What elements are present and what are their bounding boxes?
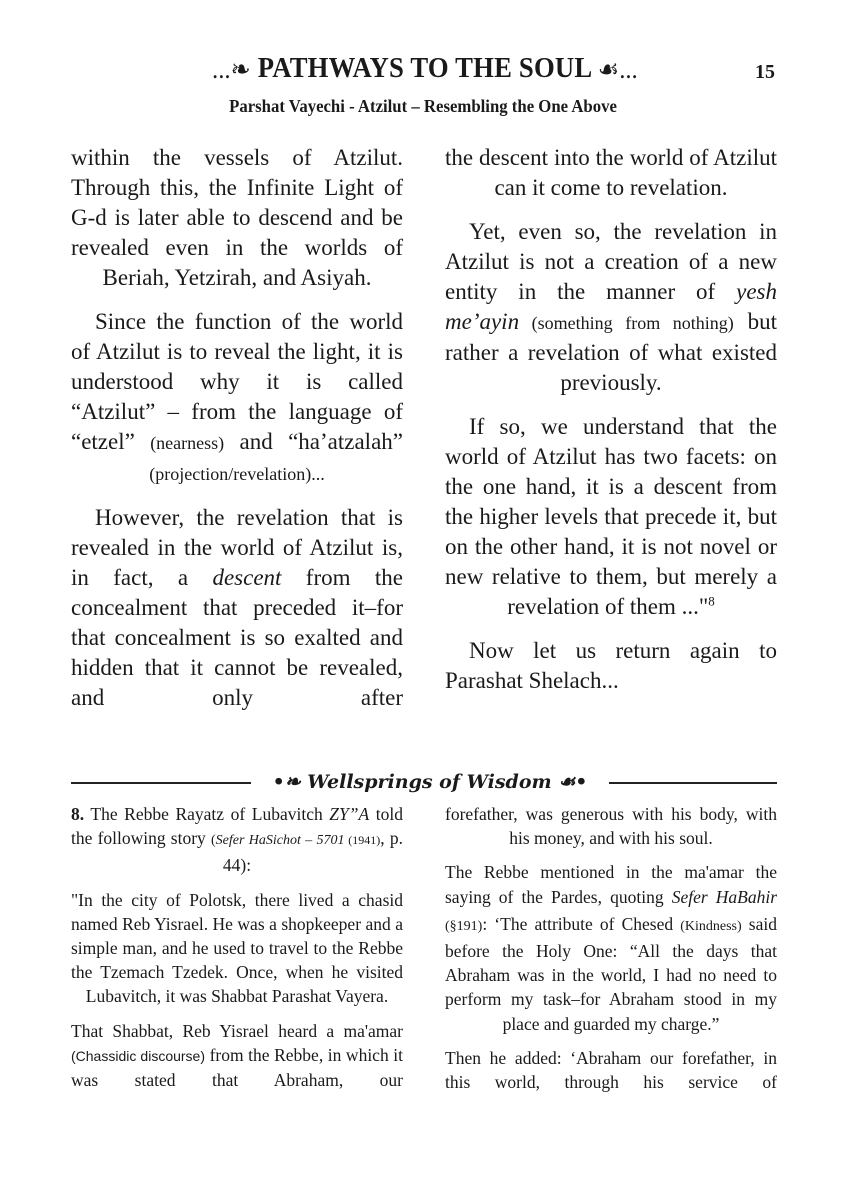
- page-number: 15: [755, 61, 775, 83]
- divider-label: •❧ Wellsprings of Wisdom ☙•: [272, 771, 588, 793]
- paragraph: within the vessels of Atzilut. Through this, the Infinite Light of G-d is later able to descend and be revealed even in the worlds of Beriah, Yetzirah, and Asiyah.: [71, 145, 403, 290]
- section-divider: [71, 770, 777, 794]
- footnote-paragraph: The Rebbe mentioned in the ma'amar the saying of the Pardes, quoting Sefer HaBahir (§191): ‘The attribute of Chesed (Kindness) said before the Holy One: “All the days that Abraham was in the world, I had no need to perform my task–for Abraham stood in my place and guarded my charge.”: [445, 862, 777, 1034]
- footnote-paragraph: 8. The Rebbe Rayatz of Lubavitch ZY”A told the following story (Sefer HaSichot – 5701 (1941), p. 44):: [71, 804, 403, 876]
- paragraph: Since the function of the world of Atzilut is to reveal the light, it is understood why it is called “Atzilut” – from the language of “etzel” (nearness) and “ha’atzalah” (projection/revelation)...: [71, 309, 403, 484]
- paragraph: the descent into the world of Atzilut can it come to revelation.: [445, 145, 777, 200]
- footnote-column-left: [71, 802, 403, 1102]
- main-column-right: [445, 143, 777, 710]
- chapter-subtitle: Parshat Vayechi - Atzilut – Resembling the One Above: [229, 96, 617, 116]
- footnote-paragraph: Then he added: ‘Abraham our forefather, in this world, through his service of: [445, 1047, 777, 1093]
- paragraph: If so, we understand that the world of Atzilut has two facets: on the one hand, it is a descent from the higher levels that precede it, but on the other hand, it is not novel or new relative to them, but merely a revelation of them ..."$^8$: [445, 414, 777, 619]
- main-column-left: [71, 143, 403, 727]
- footnote-paragraph: "In the city of Polotsk, there lived a chasid named Reb Yisrael. He was a shopkeeper and a simple man, and he used to travel to the Rebbe the Tzemach Tzedek. Once, when he visited Lubavitch, it was Shabbat Parashat Vayera.: [71, 889, 403, 1007]
- divider-line-left: [71, 782, 251, 784]
- footnote-column-right: [445, 802, 777, 1104]
- paragraph: However, the revelation that is revealed in the world of Atzilut is, in fact, a descent from the concealment that preceded it–for that concealment is so exalted and hidden that it cannot be revealed, and only after: [71, 505, 403, 710]
- footnote-paragraph: forefather, was generous with his body, with his money, and with his soul.: [445, 804, 777, 849]
- paragraph: Now let us return again to Parashat Shelach...: [445, 638, 777, 693]
- footnote-reference[interactable]: 8: [708, 593, 715, 609]
- ornament-right-icon: ☙...: [597, 55, 638, 85]
- book-title: PATHWAYS TO THE SOUL: [257, 52, 591, 84]
- divider-line-right: [609, 782, 777, 784]
- footnote-paragraph: That Shabbat, Reb Yisrael heard a ma'amar (Chassidic discourse) from the Rebbe, in which it was stated that Abraham, our: [71, 1020, 403, 1091]
- ornament-left-icon: ...❧: [212, 55, 251, 85]
- footnote-number: 8.: [71, 804, 85, 824]
- running-title: [154, 50, 697, 88]
- paragraph: Yet, even so, the revelation in Atzilut is not a creation of a new entity in the manner of yesh me’ayin (something from nothing) but rather a revelation of what existed previously.: [445, 219, 777, 395]
